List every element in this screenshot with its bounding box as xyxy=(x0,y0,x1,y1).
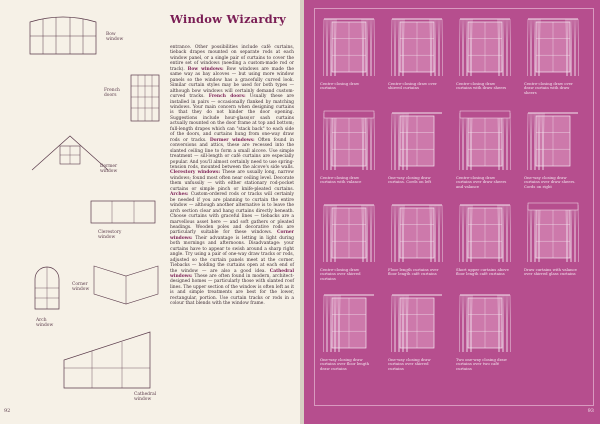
curtain-caption-9: Centre-closing draw curtains over shirred curtains xyxy=(320,267,361,281)
article-body xyxy=(170,45,294,307)
dormer-window-sketch xyxy=(30,132,110,172)
section-dormer: Dormer windows: Often found in conversions and attics, these are recessed into the slanted ceiling line to form a small alcove. Use simple treatment — sill-length or café curtains are especially popular. And you'll almost certainly need to use spring-tension rods, mounted between the alcove's side walls. xyxy=(170,137,294,170)
curtain-illustration-11 xyxy=(456,200,514,266)
curtain-illustration-14 xyxy=(388,290,446,356)
curtain-caption-8: One-way closing draw curtains over draw sheers. Cords on right xyxy=(524,175,576,189)
corner-window-label: Corner window xyxy=(72,282,90,292)
curtain-illustration-8 xyxy=(524,108,582,174)
clerestory-window-sketch xyxy=(90,200,156,226)
curtain-illustration-10 xyxy=(388,200,446,266)
curtain-illustration-9 xyxy=(320,200,378,266)
corner-window-sketch xyxy=(92,262,160,306)
arch-window-sketch xyxy=(34,266,60,310)
dormer-window-label: Dormer window xyxy=(100,164,118,174)
curtain-illustration-3 xyxy=(456,14,514,80)
page-title: Window Wizardry xyxy=(170,12,286,26)
section-bow: Bow windows: Bow windows are made the same way as bay alcoves — but using more window panels so the window has a gracefully curved look. Similar curtain styles may be used for both types — although bow windows will certainly demand custom-curved tracks. xyxy=(170,66,294,100)
body-intro: entrance. Other possibilities include café curtains, tieback drapes mounted on separate rods at each window panel, or a single pair of curtains to cover the entire set of windows (needing a custom-made rod or track). xyxy=(170,45,294,72)
curtain-illustration-7 xyxy=(456,108,514,174)
section-french: French doors: Usually these are installed in pairs — occasionally flanked by matching windows. Your main concern when designing curtains is that they do not hinder the door opening. Suggestions include hour-glass(or sash curtains actually mounted on the door frame at top and bottom; full-length drapes which can "stack back" to each side of the doors, and curtains hung from one-way draw rods or tracks. xyxy=(170,94,294,143)
curtain-illustration-13 xyxy=(320,290,378,356)
curtain-illustration-6 xyxy=(388,108,446,174)
curtain-caption-3: Centre-closing draw curtains with draw sheers xyxy=(456,81,507,91)
curtain-caption-14: One-way closing draw curtains over shirred curtains xyxy=(388,357,431,371)
curtain-caption-15: Two one-way closing draw curtains over two café curtains xyxy=(456,357,507,371)
curtain-caption-1: Centre-closing draw curtains xyxy=(320,81,360,91)
bow-window-sketch xyxy=(28,14,98,56)
curtain-caption-7: Centre-closing draw curtains over draw sheers and valance xyxy=(456,175,507,189)
cathedral-window-label: Cathedral window xyxy=(134,392,157,402)
right-page xyxy=(304,0,600,424)
curtain-caption-10: Floor length curtains over floor length café curtains xyxy=(388,267,439,277)
curtain-caption-11: Short upper curtains above floor length café curtains xyxy=(456,267,509,277)
curtain-caption-5: Centre-closing draw curtains with valance xyxy=(320,175,362,185)
curtain-illustration-2 xyxy=(388,14,446,80)
curtain-caption-12: Draw curtains with valance over shirred glass curtains xyxy=(524,267,577,277)
curtain-caption-4: Centre-closing draw over draw curtain with draw sheers xyxy=(524,81,573,95)
clerestory-window-label: Clerestory window xyxy=(98,230,122,240)
page-number-right: 93 xyxy=(587,408,594,414)
page-number-left: 92 xyxy=(4,408,11,414)
curtain-illustration-15 xyxy=(456,290,514,356)
curtain-caption-13: One-way closing draw curtains over floor length draw curtains xyxy=(320,357,370,371)
curtain-illustration-4 xyxy=(524,14,582,80)
curtain-illustration-1 xyxy=(320,14,378,80)
curtain-caption-6: One-way closing draw curtains. Cords on left xyxy=(388,175,432,185)
arch-window-label: Arch window xyxy=(36,318,54,328)
french-doors-label: French doors xyxy=(104,88,120,98)
cathedral-window-sketch xyxy=(62,330,152,390)
curtain-illustration-12 xyxy=(524,200,582,266)
section-corner: Corner windows: Their advantage is letting in light during both mornings and afternoons. Disadvantage: your curtains have to appear to swish around a sharp right angle. Try using a pair of one-way draw tracks or rods, adjusted so the curtain panels meet at the corner. Tiebacks — holding the curtains open at each end of the window — are also a good idea. xyxy=(170,230,294,274)
curtain-illustration-5 xyxy=(320,108,378,174)
section-clerestory: Clerestory windows: These are usually long, narrow windows; found most often near ceiling level. Decorate them unfussily — with either stationary rod-pocket curtains or simple pinch or knife-pleated curtains. xyxy=(170,170,294,192)
curtain-caption-2: Centre-closing draw over shirred curtains xyxy=(388,81,437,91)
section-arches: Arches: Custom-ordered rods or tracks will certainly be needed if you are planning to curtain the entire window — although another alternative is to leave the arch section clear and hang curtains directly beneath. Choose curtains with graceful lines — tiebacks are a marvellous asset here — and soft gathers or pleated headings. Wooden poles and decorative rods are particularly suitable for these windows. xyxy=(170,192,294,236)
bow-window-label: Bow window xyxy=(106,32,124,42)
french-doors-sketch xyxy=(130,74,160,122)
section-cathedral: Cathedral windows: These are often found in modern, architect-designed homes — particularly those with slanted roof lines. The upper section of the window is often left as it is and simple treatments are best for the lower, rectangular, portion. Use curtain tracks or rods in a colour that blends with the window frame. xyxy=(170,268,294,307)
